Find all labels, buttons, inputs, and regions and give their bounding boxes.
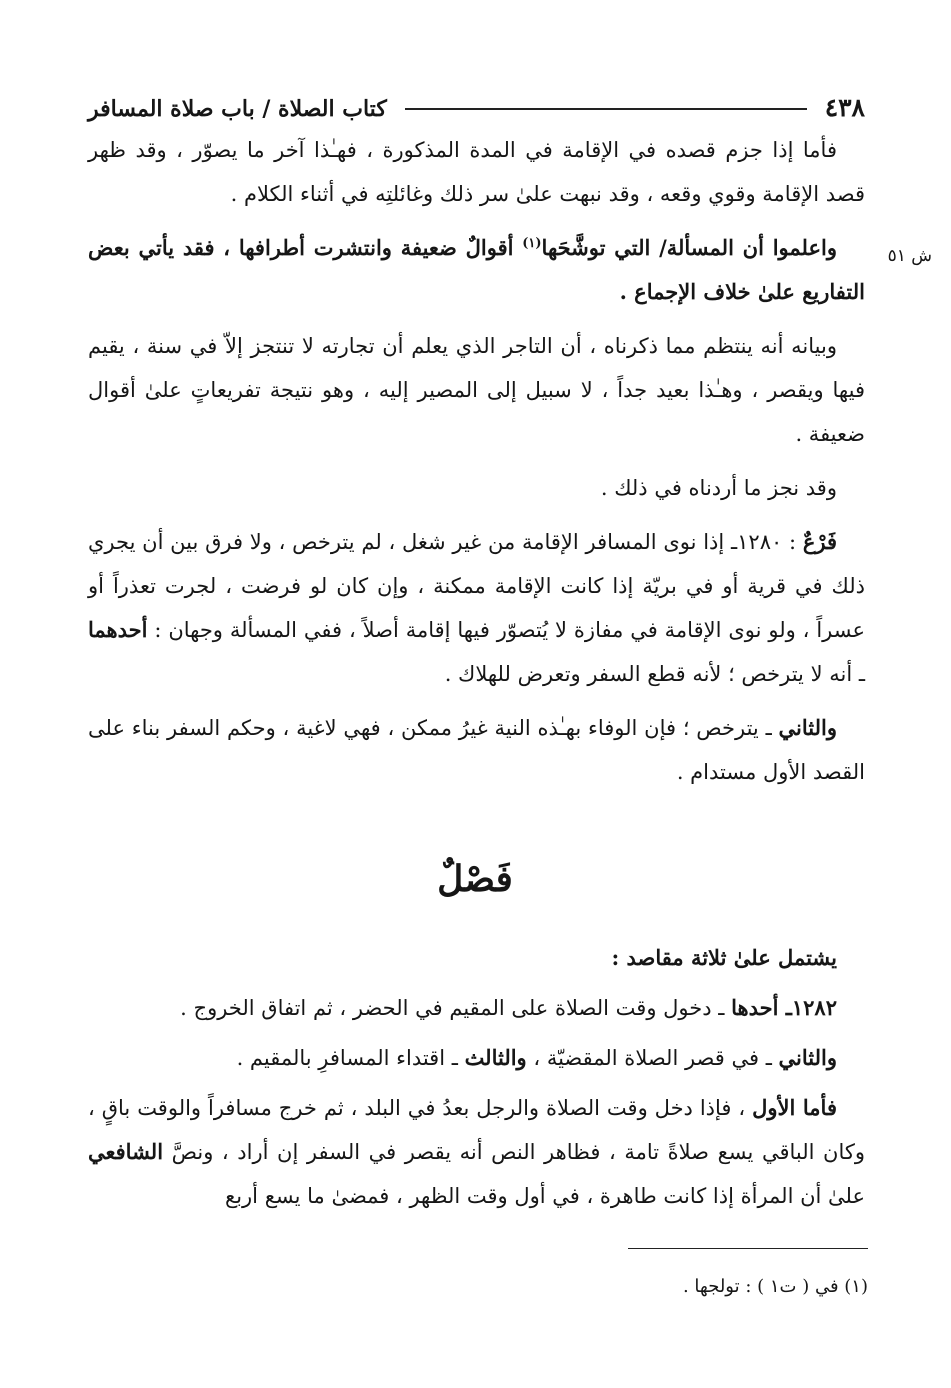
paragraph-2-text-a: واعلموا أن المسألة/ التي توشَّحَها <box>541 235 837 260</box>
page-number: ٤٣٨ <box>824 93 865 122</box>
footnote-divider <box>628 1248 868 1249</box>
paragraph-6-bold: والثاني <box>778 715 837 740</box>
running-title: كتاب الصلاة / باب صلاة المسافر <box>88 96 387 122</box>
section-item-1-num: ١٢٨٢ـ أحدها <box>731 995 837 1020</box>
paragraph-5-tail: ـ أنه لا يترخص ؛ لأنه قطع السفر وتعرض للهلاك . <box>444 662 865 686</box>
paragraph-3: وبيانه أنه ينتظم مما ذكرناه ، أن التاجر الذي يعلم أن تجارته لا تنتجز إلاّ في سنة ، يقيم فيها ويقصر ، وهـٰذا بعيد جداً ، لا سبيل إلى المصير إليه ، وهو نتيجة تفريعاتٍ علىٰ أقوال ضعيفة . <box>88 334 865 446</box>
paragraph-6 <box>88 706 865 794</box>
section-intro <box>88 936 865 980</box>
margin-note: ش ٥١ <box>887 246 932 266</box>
main-text <box>88 128 865 804</box>
paragraph-2 <box>88 226 865 314</box>
paragraph-4: وقد نجز ما أردناه في ذلك . <box>600 476 837 500</box>
section-item-1 <box>88 986 865 1030</box>
section-item-1-text: ـ دخول وقت الصلاة على المقيم في الحضر ، ثم اتفاق الخروج . <box>180 996 732 1020</box>
section-item-3 <box>88 1086 865 1218</box>
section-item-2-bold: والثاني <box>778 1045 837 1070</box>
section-item-3-text: ، فإذا دخل وقت الصلاة والرجل بعدُ في البلد ، ثم خرج مسافراً والوقت باقٍ ، وكان الباقي يسع صلاةً تامة ، فظاهر النص أنه يقصر في السفر إن أراد ، ونصَّ <box>88 1096 865 1164</box>
section-intro-text: يشتمل علىٰ ثلاثة مقاصد : <box>611 945 837 970</box>
paragraph-1: فأما إذا جزم قصده في الإقامة في المدة المذكورة ، فهـٰذا آخر ما يصوّر ، وقد ظهر قصد الإقامة وقوي وقعه ، وقد نبهت علىٰ سر ذلك وغائلتِه في أثناء الكلام . <box>88 138 865 206</box>
paragraph-6-text: ـ يترخص ؛ فإن الوفاء بهـٰذه النية غيرُ ممكن ، فهي لاغية ، وحكم السفر بناء على القصد الأول مستدام . <box>88 716 865 784</box>
section-text <box>88 936 865 1224</box>
section-heading-ornament: فَصْلٌ <box>437 858 513 900</box>
far-label: فَرْعٌ <box>802 529 837 554</box>
section-item-2-tail: ـ اقتداء المسافرِ بالمقيم . <box>236 1046 465 1070</box>
section-item-3-bold2: الشافعي <box>88 1139 164 1164</box>
paragraph-5-text: : ١٢٨٠ـ إذا نوى المسافر الإقامة من غير شغل ، لم يترخص ، ولا فرق بين أن يجري ذلك في قرية أو في بريّة إذا كانت الإقامة ممكنة ، وإن كان لو فرضت ، لجرت تعذراً أو عسراً ، ولو نوى الإقامة في مفازة لا يُتصوّر فيها إقامة أصلاً ، ففي المسألة وجهان : <box>88 530 865 642</box>
paragraph-5 <box>88 520 865 696</box>
paragraph-5-bold: أحدهما <box>88 617 148 642</box>
running-header <box>88 80 865 122</box>
footnote-ref: (١) <box>522 236 542 251</box>
section-item-3-bold: فأما الأول <box>752 1095 837 1120</box>
section-item-3-tail: علىٰ أن المرأة إذا كانت طاهرة ، في أول وقت الظهر ، فمضىٰ ما يسع أربع <box>225 1184 865 1208</box>
section-item-2-text: ـ في قصر الصلاة المقضيّة ، <box>526 1046 779 1070</box>
section-item-2 <box>88 1036 865 1080</box>
section-item-2-bold2: والثالث <box>464 1045 527 1070</box>
paragraph-2-text-b: أقوالٌ ضعيفة وانتشرت أطرافها ، فقد يأتي بعض التفاريع علىٰ خلاف الإجماع . <box>88 235 865 304</box>
header-rule <box>405 108 807 110</box>
footnote: (١) في ( ت١ ) : تولجها . <box>682 1276 868 1297</box>
